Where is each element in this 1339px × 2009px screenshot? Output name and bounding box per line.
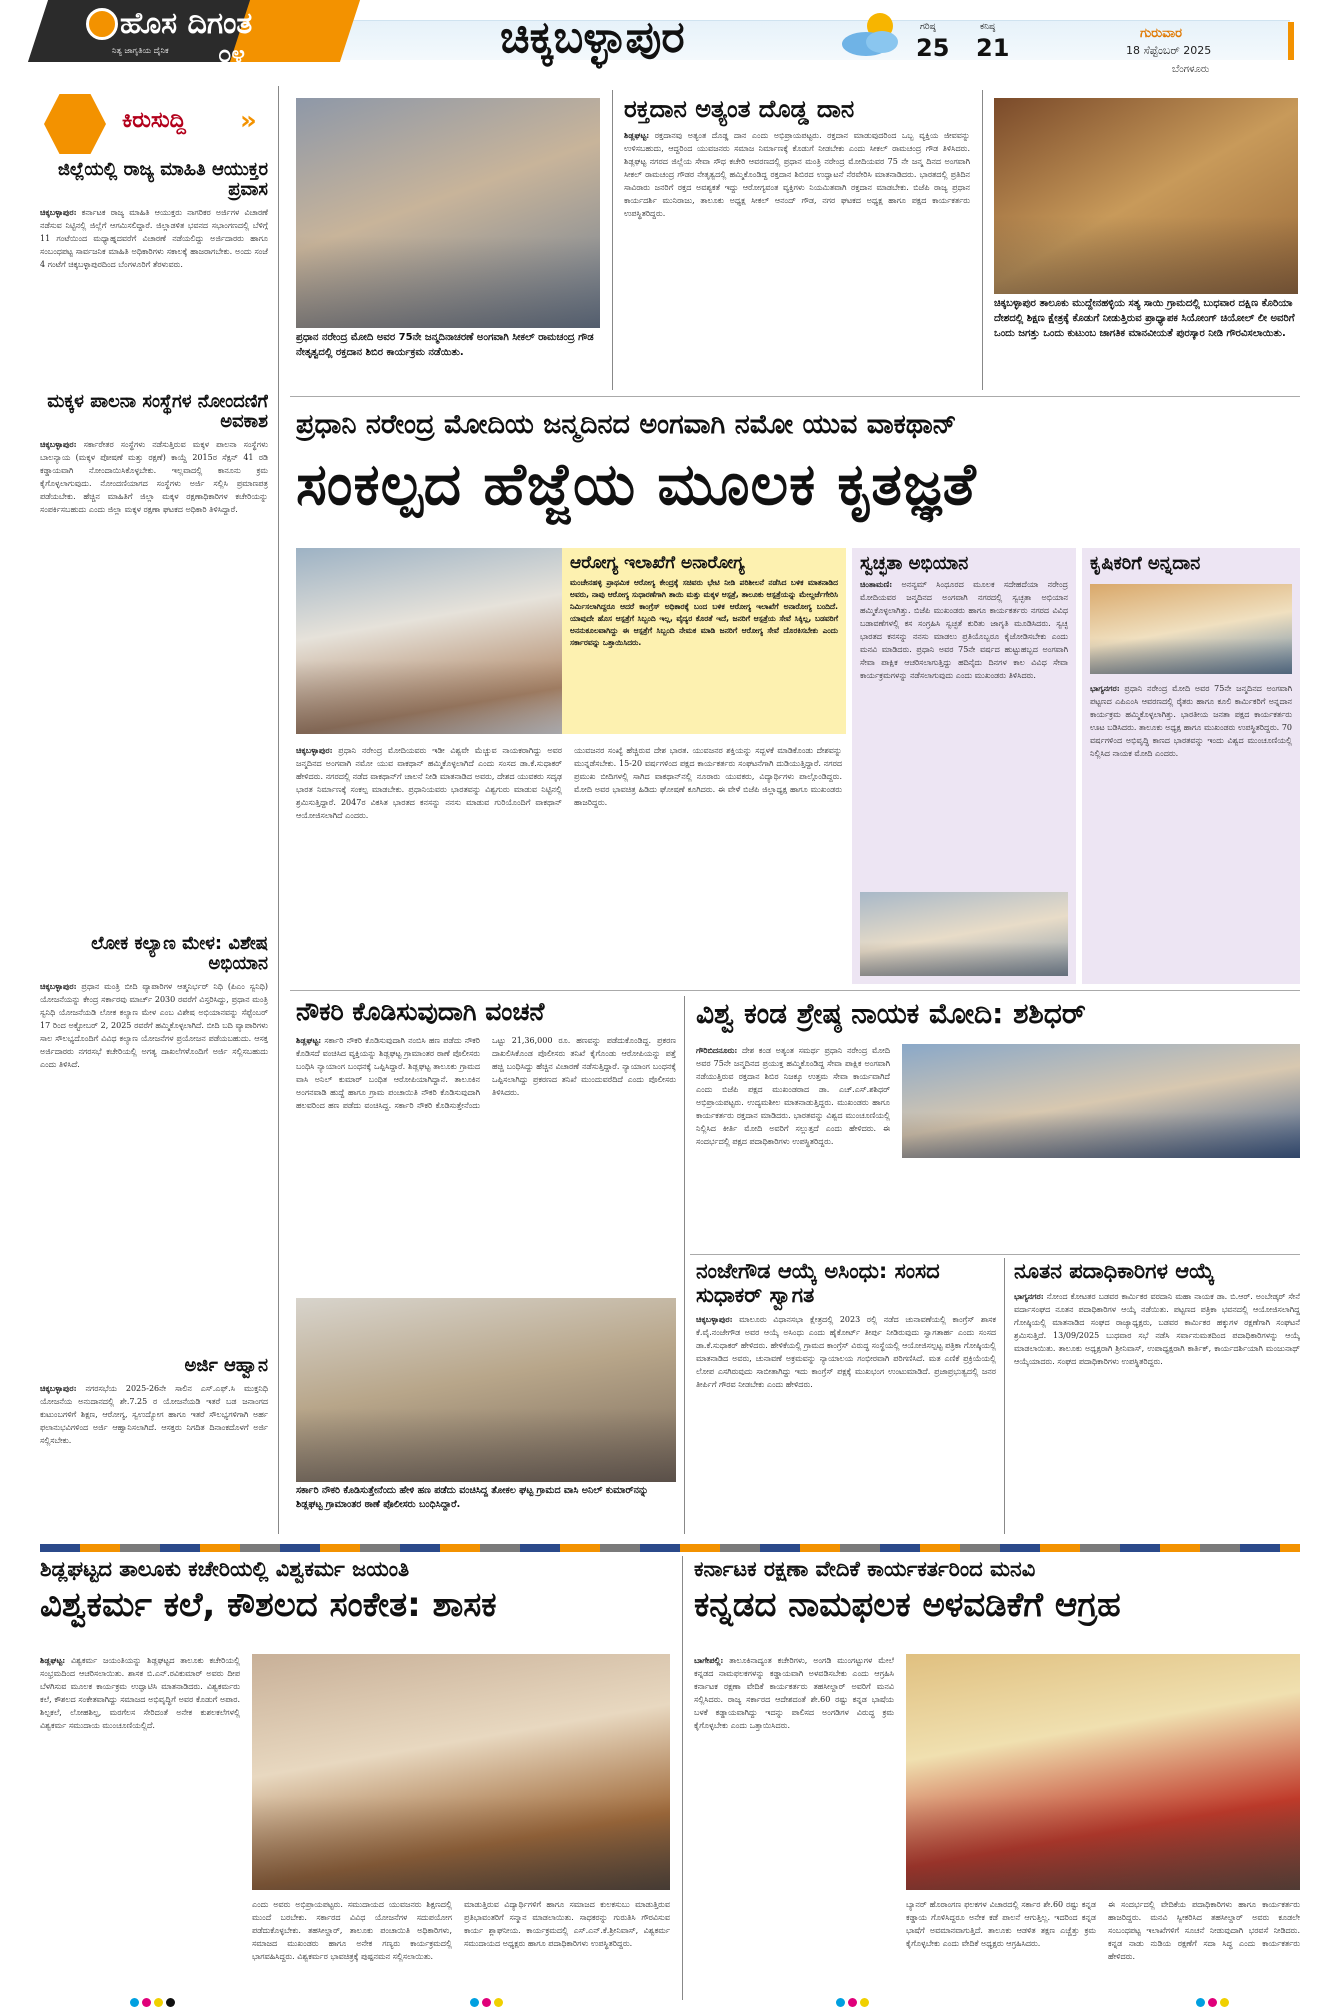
logo-title: ಹೊಸ ದಿಗಂತ xyxy=(120,6,253,41)
brief-body: ಚಿಕ್ಕಬಳ್ಳಾಪುರ: ಪ್ರಧಾನ ಮಂತ್ರಿ ಬೀದಿ ವ್ಯಾಪಾರಿಗಳ ಆತ್ಮನಿರ್ಭರ್ ನಿಧಿ (ಪಿಎಂ ಸ್ವನಿಧಿ) ಯೋಜನೆಯನ್ನು ಕೇಂದ್ರ ಸರ್ಕಾರವು ಮಾರ್ಚ್ 2030 ರವರೆಗೆ ವಿಸ್ತರಿಸಿದ್ದು, ಪ್ರಧಾನ ಮಂತ್ರಿ ಸ್ವನಿಧಿ ಯೋಜನೆಯಡಿ ಲೋಕ ಕಲ್ಯಾಣ ಮೇಳ ಎಂಬ ವಿಶೇಷ ಅಭಿಯಾನವನ್ನು ಸೆಪ್ಟೆಂಬರ್ 17 ರಿಂದ ಅಕ್ಟೋಬರ್ 2, 2025 ರವರೆಗೆ ಹಮ್ಮಿಕೊಳ್ಳಲಾಗಿದೆ. ಬೀದಿ ಬದಿ ವ್ಯಾಪಾರಿಗಳು ಸಾಲ ಸೌಲಭ್ಯದೊಂದಿಗೆ ವಿವಿಧ ಕಲ್ಯಾಣ ಯೋಜನೆಗಳ ಪ್ರಯೋಜನ ಪಡೆಯಬಹುದು. ಆಸಕ್ತ ಅರ್ಜಿದಾರರು ನಗರಸಭೆ ಕಚೇರಿಯಲ್ಲಿ ಅಗತ್ಯ ದಾಖಲೆಗಳೊಂದಿಗೆ ಅರ್ಜಿ ಸಲ್ಲಿಸಬಹುದು ಎಂದು ತಿಳಿಸಿದೆ. xyxy=(40,981,268,1070)
top-rule-1 xyxy=(612,90,613,390)
date-label: 18 ಸೆಪ್ಟೆಂಬರ್ 2025 xyxy=(1126,44,1212,57)
hand-icon xyxy=(44,94,106,154)
min-temp: 21 xyxy=(976,34,1010,62)
leader-photo xyxy=(902,1044,1300,1158)
logo-tagline: ನಿತ್ಯ ಜಾಗೃತಿಯ ದೈನಿಕ xyxy=(112,46,169,55)
vishwakarma-kicker: ಶಿಡ್ಲಘಟ್ಟದ ತಾಲೂಕು ಕಚೇರಿಯಲ್ಲಿ ವಿಶ್ವಕರ್ಮ ಜಯಂತಿ xyxy=(40,1558,410,1581)
registration-mark xyxy=(142,1998,151,2007)
registration-mark xyxy=(1208,1998,1217,2007)
max-temp-label: ಗರಿಷ್ಠ xyxy=(920,22,936,32)
kiru-suddi-label: ಕಿರುಸುದ್ದಿ xyxy=(122,108,186,133)
top-rule-2 xyxy=(982,90,983,390)
middle-rule xyxy=(684,996,685,1534)
fraud-title: ನೌಕರಿ ಕೊಡಿಸುವುದಾಗಿ ವಂಚನೆ xyxy=(296,998,545,1026)
lead-kicker: ಪ್ರಧಾನಿ ನರೇಂದ್ರ ಮೋದಿಯ ಜನ್ಮದಿನದ ಅಂಗವಾಗಿ ನಮೋ ಯುವ ವಾಕಥಾನ್ xyxy=(296,410,957,440)
vishwakarma-body-c: ಮಾಡುತ್ತಿರುವ ವಿದ್ಯಾರ್ಥಿಗಳಿಗೆ ಹಾಗೂ ಸಮಾಜದ ಕುಲಕಸುಬು ಮಾಡುತ್ತಿರುವ ಪ್ರತಿಭಾವಂತರಿಗೆ ಸನ್ಮಾನ ಮಾಡಲಾಯಿತು. ಸಾಧಕರನ್ನು ಗುರುತಿಸಿ ಗೌರವಿಸುವ ಕಾರ್ಯ ಶ್ಲಾಘನೀಯ. ಕಾರ್ಯಕ್ರಮದಲ್ಲಿ ಎಸ್.ಎನ್.ಕೆ.ಶ್ರೀನಿವಾಸ್, ವಿಶ್ವಕರ್ಮ ಸಮುದಾಯದ ಅಧ್ಯಕ್ಷರು ಹಾಗೂ ಪದಾಧಿಕಾರಿಗಳು ಉಪಸ್ಥಿತರಿದ್ದರು. xyxy=(464,1900,670,1948)
leader-body-a: ಗೌರಿಬಿದನೂರು: ದೇಶ ಕಂಡ ಅತ್ಯಂತ ಸಮರ್ಥ ಪ್ರಧಾನಿ ನರೇಂದ್ರ ಮೋದಿ ಅವರ 75ನೇ ಜನ್ಮದಿನದ ಪ್ರಯುಕ್ತ ಹಮ್ಮಿಕೊಂಡಿದ್ದ ಸೇವಾ ಪಾಕ್ಷಿಕ ಅಂಗವಾಗಿ ನಡೆಯುತ್ತಿರುವ ರಕ್ತದಾನ ಶಿಬಿರ ನಿಜಕ್ಕೂ ಉತ್ತಮ ಸೇವಾ ಕಾರ್ಯವಾಗಿದೆ ಎಂದು ಬಿಜೆಪಿ ಪಕ್ಷದ ಮುಖಂಡರಾದ ಡಾ. ಎಚ್.ಎಸ್.ಶಶಿಧರ್ ಅಭಿಪ್ರಾಯಪಟ್ಟರು. ಉದ್ಯಮಶೀಲ ಮಾತನಾಡುತ್ತಿದ್ದರು. ಮುಖಂಡರು ಹಾಗೂ ಕಾರ್ಯಕರ್ತರು ರಕ್ತದಾನ ಮಾಡಿದರು. ಭಾರತವನ್ನು ವಿಶ್ವದ ಮುಂಚೂಣಿಯಲ್ಲಿ ನಿಲ್ಲಿಸಿದ ಕೀರ್ತಿ ಮೋದಿ ಅವರಿಗೆ ಸಲ್ಲುತ್ತದೆ ಎಂದು ಹೇಳಿದರು. ಈ ಸಂದರ್ಭದಲ್ಲಿ ಪಕ್ಷದ ಪದಾಧಿಕಾರಿಗಳು ಉಪಸ್ಥಿತರಿದ್ದರು. xyxy=(696,1045,890,1146)
lead-body xyxy=(296,744,844,982)
health-box xyxy=(562,548,846,734)
lead-body-col-b: ಯುವಜನರ ಸಂಖ್ಯೆ ಹೆಚ್ಚಿರುವ ದೇಶ ಭಾರತ. ಯುವಜನರ ಶಕ್ತಿಯನ್ನು ಸದ್ಬಳಕೆ ಮಾಡಿಕೊಂಡು ದೇಶವನ್ನು ಮುನ್ನಡೆಸಬೇಕು. 15-20 ವರ್ಷಗಳಿಂದ ಪಕ್ಷದ ಕಾರ್ಯಕರ್ತರು ಸಂಘಟನೆಗಾಗಿ ದುಡಿಯುತ್ತಿದ್ದಾರೆ. ನಗರದ ಪ್ರಮುಖ ಬೀದಿಗಳಲ್ಲಿ ಸಾಗಿದ ವಾಕಥಾನ್‌ನಲ್ಲಿ ನೂರಾರು ಯುವಕರು, ವಿದ್ಯಾರ್ಥಿಗಳು ಪಾಲ್ಗೊಂಡಿದ್ದರು. ಮೋದಿ ಅವರ ಭಾವಚಿತ್ರ ಹಿಡಿದು ಘೋಷಣೆ ಕೂಗಿದರು. ಈ ವೇಳೆ ಬಿಜೆಪಿ ಜಿಲ್ಲಾಧ್ಯಕ್ಷ ಹಾಗೂ ಮುಖಂಡರು ಹಾಜರಿದ್ದರು. xyxy=(574,746,842,807)
cleanliness-body: ಚಿಂತಾಮಣಿ: ಅನನ್ಯಮ್ ಸಿಂಧೂರದ ಮೂಲಕ ಸದೇಹದೆಯಾ ನರೇಂದ್ರ ಮೋದಿಯವರ ಜನ್ಮದಿನದ ಅಂಗವಾಗಿ ನಗರದಲ್ಲಿ ಸ್ವಚ್ಛತಾ ಅಭಿಯಾನ ಹಮ್ಮಿಕೊಳ್ಳಲಾಗಿತ್ತು. ಬಿಜೆಪಿ ಮುಖಂಡರು ಹಾಗೂ ಕಾರ್ಯಕರ್ತರು ನಗರದ ವಿವಿಧ ಬಡಾವಣೆಗಳಲ್ಲಿ ಕಸ ಸಂಗ್ರಹಿಸಿ ಸ್ವಚ್ಛತೆ ಕುರಿತು ಜಾಗೃತಿ ಮೂಡಿಸಿದರು. ಸ್ವಚ್ಛ ಭಾರತದ ಕನಸನ್ನು ನನಸು ಮಾಡಲು ಪ್ರತಿಯೊಬ್ಬರೂ ಕೈಜೋಡಿಸಬೇಕು ಎಂದು ಮನವಿ ಮಾಡಿದರು. ಪ್ರಧಾನಿ ಅವರ 75ನೇ ವರ್ಷದ ಹುಟ್ಟುಹಬ್ಬದ ಅಂಗವಾಗಿ ಸೇವಾ ಪಾಕ್ಷಿಕ ಆಚರಿಸಲಾಗುತ್ತಿದ್ದು ಹದಿನೈದು ದಿನಗಳ ಕಾಲ ವಿವಿಧ ಸೇವಾ ಕಾರ್ಯಕ್ರಮಗಳನ್ನು ನಡೆಸಲಾಗುವುದು ಎಂದು ಮುಖಂಡರು ತಿಳಿಸಿದರು. xyxy=(860,579,1068,681)
brief-body: ಚಿಕ್ಕಬಳ್ಳಾಪುರ: ನಗರಸಭೆಯ 2025-26ನೇ ಸಾಲಿನ ಎಸ್.ಎಫ್.ಸಿ ಮುಕ್ತನಿಧಿ ಯೋಜನೆಯ ಅನುದಾನದಲ್ಲಿ ಶೇ.7.25 ರ ಯೋಜನೆಯಡಿ ಇತರೆ ಬಡ ಜನಾಂಗದ ಕುಟುಂಬಗಳಿಗೆ ಶಿಕ್ಷಣ, ಆರೋಗ್ಯ, ಸ್ವಉದ್ಯೋಗ ಹಾಗೂ ಇತರೆ ಸೌಲಭ್ಯಗಳಿಗಾಗಿ ಅರ್ಹ ಫಲಾನುಭವಿಗಳಿಂದ ಅರ್ಜಿ ಆಹ್ವಾನಿಸಲಾಗಿದೆ. ಆಸಕ್ತರು ನಿಗದಿತ ದಿನಾಂಕದೊಳಗೆ ಅರ್ಜಿ ಸಲ್ಲಿಸಬೇಕು. xyxy=(40,1383,268,1446)
fraud-photo xyxy=(296,1298,676,1482)
leader-story xyxy=(696,998,1300,1248)
brief-title: ಮಕ್ಕಳ ಪಾಲನಾ ಸಂಸ್ಥೆಗಳ ನೋಂದಣಿಗೆ ಅವಕಾಶ xyxy=(47,392,268,433)
health-box-body: ಮಂಚೇನಹಳ್ಳಿ ಪ್ರಾಥಮಿಕ ಆರೋಗ್ಯ ಕೇಂದ್ರಕ್ಕೆ ಸಚಿವರು ಭೇಟಿ ನೀಡಿ ಪರಿಶೀಲನೆ ನಡೆಸಿದ ಬಳಿಕ ಮಾತನಾಡಿದ ಅವರು, ನಾವು ಆರೋಗ್ಯ ಸುಧಾರಣೆಗಾಗಿ ತಾಯಿ ಮತ್ತು ಮಕ್ಕಳ ಆಸ್ಪತ್ರೆ, ತಾಲೂಕು ಆಸ್ಪತ್ರೆಯನ್ನು ಮೇಲ್ದರ್ಜೆಗೇರಿಸಿ ನಿರ್ಮಿಸಲಾಗಿದ್ದರೂ ಆದರೆ ಕಾಂಗ್ರೆಸ್ ಅಧಿಕಾರಕ್ಕೆ ಬಂದ ಬಳಿಕ ಆರೋಗ್ಯ ಇಲಾಖೆಗೆ ಅನಾರೋಗ್ಯ ಬಂದಿದೆ. ಯಾವುದೇ ಹೊಸ ಆಸ್ಪತ್ರೆಗೆ ಸಿಬ್ಬಂದಿ ಇಲ್ಲ, ವೈದ್ಯರ ಕೊರತೆ ಇದೆ, ಜನರಿಗೆ ಆಸ್ಪತ್ರೆಯ ಸೇವೆ ಸಿಕ್ಕಿಲ್ಲ, ಬಡವರಿಗೆ ಅನನುಕೂಲವಾಗಿದ್ದು ಈ ಆಸ್ಪತ್ರೆಗೆ ಸಿಬ್ಬಂದಿ ನೇಮಕ ಮಾಡಿ ಜನರಿಗೆ ಆರೋಗ್ಯ ಸೇವೆ ದೊರಕಿಸಬೇಕು ಎಂದು ಸರ್ಕಾರವನ್ನು ಒತ್ತಾಯಿಸಿದರು. xyxy=(570,578,838,648)
cleanliness-box xyxy=(852,548,1076,984)
walkathon-photo xyxy=(296,548,562,734)
kannada-story xyxy=(694,1558,1300,1998)
brief-title: ಜಿಲ್ಲೆಯಲ್ಲಿ ರಾಜ್ಯ ಮಾಹಿತಿ ಆಯುಕ್ತರ ಪ್ರವಾಸ xyxy=(57,160,268,201)
lead-bottom-rule xyxy=(290,990,1300,991)
masthead-end-mark xyxy=(1288,22,1294,60)
brief-title: ಲೋಕ ಕಲ್ಯಾಣ ಮೇಳ: ವಿಶೇಷ ಅಭಿಯಾನ xyxy=(91,934,268,975)
max-temp: 25 xyxy=(916,34,950,62)
vishwakarma-body-b: ಎಂದು ಅವರು ಅಭಿಪ್ರಾಯಪಟ್ಟರು. ಸಮುದಾಯದ ಯುವಜನರು ಶಿಕ್ಷಣದಲ್ಲಿ ಮುಂದೆ ಬರಬೇಕು. ಸರ್ಕಾರದ ವಿವಿಧ ಯೋಜನೆಗಳ ಸದುಪಯೋಗ ಪಡೆದುಕೊಳ್ಳಬೇಕು. ತಹಸೀಲ್ದಾರ್, ತಾಲೂಕು ಪಂಚಾಯಿತಿ ಅಧಿಕಾರಿಗಳು, ಸಮಾಜದ ಮುಖಂಡರು ಹಾಗೂ ಅನೇಕ ಗಣ್ಯರು ಕಾರ್ಯಕ್ರಮದಲ್ಲಿ ಭಾಗವಹಿಸಿದ್ದರು. ವಿಶ್ವಕರ್ಮರ ಭಾವಚಿತ್ರಕ್ಕೆ ಪುಷ್ಪನಮನ ಸಲ್ಲಿಸಲಾಯಿತು. xyxy=(252,1900,452,1961)
masthead xyxy=(0,0,1339,80)
kannada-title: ಕನ್ನಡದ ನಾಮಫಲಕ ಅಳವಡಿಕೆಗೆ ಆಗ್ರಹ xyxy=(694,1584,1121,1625)
registration-mark xyxy=(1196,1998,1205,2007)
kannada-body-a: ಬಾಗೇಪಲ್ಲಿ: ತಾಲೂಕಿನಾದ್ಯಂತ ಕಚೇರಿಗಳು, ಅಂಗಡಿ ಮುಂಗಟ್ಟುಗಳ ಮೇಲೆ ಕನ್ನಡದ ನಾಮಫಲಕಗಳನ್ನು ಕಡ್ಡಾಯವಾಗಿ ಅಳವಡಿಸಬೇಕು ಎಂದು ಆಗ್ರಹಿಸಿ ಕರ್ನಾಟಕ ರಕ್ಷಣಾ ವೇದಿಕೆ ಕಾರ್ಯಕರ್ತರು ತಹಸೀಲ್ದಾರ್ ಅವರಿಗೆ ಮನವಿ ಸಲ್ಲಿಸಿದರು. ರಾಜ್ಯ ಸರ್ಕಾರದ ಆದೇಶದಂತೆ ಶೇ.60 ರಷ್ಟು ಕನ್ನಡ ಭಾಷೆಯ ಬಳಕೆ ಕಡ್ಡಾಯವಾಗಿದ್ದು ಇದನ್ನು ಪಾಲಿಸದ ಅಂಗಡಿಗಳ ವಿರುದ್ಧ ಕ್ರಮ ಕೈಗೊಳ್ಳಬೇಕು ಎಂದು ಒತ್ತಾಯಿಸಿದರು. xyxy=(694,1655,894,1730)
kannada-kicker: ಕರ್ನಾಟಕ ರಕ್ಷಣಾ ವೇದಿಕೆ ಕಾರ್ಯಕರ್ತರಿಂದ ಮನವಿ xyxy=(694,1558,1036,1581)
leader-bottom-rule xyxy=(690,1254,1300,1255)
registration-mark xyxy=(860,1998,869,2007)
vishwakarma-story xyxy=(40,1558,670,1998)
leader-title: ವಿಶ್ವ ಕಂಡ ಶ್ರೇಷ್ಠ ನಾಯಕ ಮೋದಿ: ಶಶಿಧರ್ xyxy=(696,998,1086,1030)
farmers-body: ಭಾಗ್ಯನಗರ: ಪ್ರಧಾನಿ ನರೇಂದ್ರ ಮೋದಿ ಅವರ 75ನೇ ಜನ್ಮದಿನದ ಅಂಗವಾಗಿ ಪಟ್ಟಣದ ಎಪಿಎಂಸಿ ಆವರಣದಲ್ಲಿ ರೈತರು ಹಾಗೂ ಕೂಲಿ ಕಾರ್ಮಿಕರಿಗೆ ಅನ್ನದಾನ ಕಾರ್ಯಕ್ರಮ ಹಮ್ಮಿಕೊಳ್ಳಲಾಗಿತ್ತು. ಭಾರತೀಯ ಜನತಾ ಪಕ್ಷದ ಕಾರ್ಯಕರ್ತರು ಊಟ ಬಡಿಸಿದರು. ತಾಲೂಕು ಅಧ್ಯಕ್ಷ ಹಾಗೂ ಮುಖಂಡರು ಉಪಸ್ಥಿತರಿದ್ದರು. 70 ವರ್ಷಗಳಿಂದ ಅಭಿವೃದ್ಧಿ ಕಾಣದ ಭಾರತವನ್ನು ಇಂದು ವಿಶ್ವದ ಮುಂಚೂಣಿಯಲ್ಲಿ ನಿಲ್ಲಿಸಿದ ನಾಯಕ ಮೋದಿ ಎಂದರು. xyxy=(1090,683,1292,758)
registration-mark xyxy=(494,1998,503,2007)
blood-donation-title: ರಕ್ತದಾನ ಅತ್ಯಂತ ದೊಡ್ಡ ದಾನ xyxy=(624,96,855,123)
brief-body: ಚಿಕ್ಕಬಳ್ಳಾಪುರ: ಸರ್ಕಾರೇತರ ಸಂಸ್ಥೆಗಳು ನಡೆಸುತ್ತಿರುವ ಮಕ್ಕಳ ಪಾಲನಾ ಸಂಸ್ಥೆಗಳು ಬಾಲನ್ಯಾಯ (ಮಕ್ಕಳ ಪೋಷಣೆ ಮತ್ತು ರಕ್ಷಣೆ) ಕಾಯ್ದೆ 2015ರ ಸೆಕ್ಷನ್ 41 ರಡಿ ಕಡ್ಡಾಯವಾಗಿ ನೋಂದಾಯಿಸಿಕೊಳ್ಳಬೇಕು. ಇಲ್ಲವಾದಲ್ಲಿ ಕಾನೂನು ಕ್ರಮ ಕೈಗೊಳ್ಳಲಾಗುವುದು. ನೋಂದಣಿಯಾಗದ ಸಂಸ್ಥೆಗಳು ಅರ್ಜಿ ಸಲ್ಲಿಸಿ ಪ್ರಮಾಣಪತ್ರ ಪಡೆಯಬೇಕು. ಹೆಚ್ಚಿನ ಮಾಹಿತಿಗೆ ಜಿಲ್ಲಾ ಮಕ್ಕಳ ರಕ್ಷಣಾಧಿಕಾರಿಗಳ ಕಚೇರಿಯನ್ನು ಸಂಪರ್ಕಿಸಬಹುದು ಎಂದು ಜಿಲ್ಲಾ ಮಕ್ಕಳ ರಕ್ಷಣಾ ಘಟಕದ ಅಧಿಕಾರಿ ತಿಳಿಸಿದ್ದಾರೆ. xyxy=(40,439,268,515)
farmers-title: ಕೃಷಿಕರಿಗೆ ಅನ್ನದಾನ xyxy=(1090,553,1201,574)
nanjegowda-story xyxy=(696,1260,996,1534)
top-row-rule xyxy=(290,396,1300,397)
brief-body: ಚಿಕ್ಕಬಳ್ಳಾಪುರ: ಕರ್ನಾಟಕ ರಾಜ್ಯ ಮಾಹಿತಿ ಆಯುಕ್ತರು ನಾಗರಿಕರ ಅರ್ಜಿಗಳ ವಿಚಾರಣೆ ನಡೆಸುವ ನಿಟ್ಟಿನಲ್ಲಿ ಜಿಲ್ಲೆಗೆ ಆಗಮಿಸಲಿದ್ದಾರೆ. ಜಿಲ್ಲಾಡಳಿತ ಭವನದ ಸಭಾಂಗಣದಲ್ಲಿ ಬೆಳಿಗ್ಗೆ 11 ಗಂಟೆಯಿಂದ ಮಧ್ಯಾಹ್ನದವರೆಗೆ ವಿಚಾರಣೆ ನಡೆಯಲಿದ್ದು ಅರ್ಜಿದಾರರು ಹಾಗೂ ಸಂಬಂಧಪಟ್ಟ ಸಾರ್ವಜನಿಕ ಮಾಹಿತಿ ಅಧಿಕಾರಿಗಳು ಸಕಾಲಕ್ಕೆ ಹಾಜರಾಗಬೇಕು. ಅಂದು ಸಂಜೆ 4 ಗಂಟೆಗೆ ಚಿಕ್ಕಬಳ್ಳಾಪುರದಿಂದ ಬೆಂಗಳೂರಿಗೆ ತೆರಳುವರು. xyxy=(40,207,268,270)
registration-mark xyxy=(482,1998,491,2007)
sun-cloud-icon xyxy=(836,6,910,60)
vishwakarma-title: ವಿಶ್ವಕರ್ಮ ಕಲೆ, ಕೌಶಲದ ಸಂಕೇತ: ಶಾಸಕ xyxy=(40,1584,497,1625)
cleanliness-photo xyxy=(860,892,1068,976)
chevron-icon: » xyxy=(240,106,257,136)
blood-donation-body: ಶಿಡ್ಲಘಟ್ಟ: ರಕ್ತದಾನವು ಅತ್ಯಂತ ದೊಡ್ಡ ದಾನ ಎಂದು ಅಭಿಪ್ರಾಯಪಟ್ಟರು. ರಕ್ತದಾನ ಮಾಡುವುದರಿಂದ ಒಬ್ಬ ವ್ಯಕ್ತಿಯ ಜೀವವನ್ನು ಉಳಿಸಬಹುದು, ಆದ್ದರಿಂದ ಯುವಜನರು ಸಮಾಜ ನಿರ್ಮಾಣಕ್ಕೆ ಕೊಡುಗೆ ನೀಡಬೇಕು ಎಂದು ಸೀಕಲ್ ರಾಮಚಂದ್ರ ಗೌಡ ತಿಳಿಸಿದರು. ಶಿಡ್ಲಘಟ್ಟ ನಗರದ ಜಿಲ್ಲೆಯ ಸೇವಾ ಸೌಧ ಕಚೇರಿ ಆವರಣದಲ್ಲಿ ಪ್ರಧಾನ ಮಂತ್ರಿ ನರೇಂದ್ರ ಮೋದಿಯವರ 75 ನೇ ಜನ್ಮ ದಿನದ ಅಂಗವಾಗಿ ಸೀಕಲ್ ರಾಮಚಂದ್ರ ಗೌಡರ ನೇತೃತ್ವದಲ್ಲಿ ಹಮ್ಮಿಕೊಂಡಿದ್ದ ರಕ್ತದಾನ ಶಿಬಿರದ ಉದ್ಘಾಟನೆ ನೆರವೇರಿಸಿ ಮಾತನಾಡಿದರು. ಭಾರತದಲ್ಲಿ ಪ್ರತಿದಿನ ಸಾವಿರಾರು ಜನರಿಗೆ ರಕ್ತದ ಅವಶ್ಯಕತೆ ಇದ್ದು ಆರೋಗ್ಯವಂತ ವ್ಯಕ್ತಿಗಳು ನಿಯಮಿತವಾಗಿ ರಕ್ತದಾನ ಮಾಡಬೇಕು. ಬಿಜೆಪಿ ರಾಜ್ಯ ಪ್ರಧಾನ ಕಾರ್ಯದರ್ಶಿ ಮುನಿರಾಜು, ತಾಲೂಕು ಅಧ್ಯಕ್ಷ ಸೀಕಲ್ ಆನಂದ್ ಗೌಡ, ನಗರ ಘಟಕದ ಅಧ್ಯಕ್ಷ ಹಾಗೂ ಪಕ್ಷದ ಕಾರ್ಯಕರ್ತರು ಉಪಸ್ಥಿತರಿದ್ದರು. xyxy=(624,129,970,218)
award-photo xyxy=(994,98,1298,294)
health-box-title: ಆರೋಗ್ಯ ಇಲಾಖೆಗೆ ಅನಾರೋಗ್ಯ xyxy=(570,553,745,573)
registration-mark xyxy=(1220,1998,1229,2007)
lead-title: ಸಂಕಲ್ಪದ ಹೆಜ್ಜೆಯ ಮೂಲಕ ಕೃತಜ್ಞತೆ xyxy=(296,452,977,518)
farmers-box xyxy=(1082,548,1300,984)
lead-body-col-a: ಚಿಕ್ಕಬಳ್ಳಾಪುರ: ಪ್ರಧಾನಿ ನರೇಂದ್ರ ಮೋದಿಯವರು ಇಡೀ ವಿಶ್ವವೇ ಮೆಚ್ಚುವ ನಾಯಕರಾಗಿದ್ದು ಅವರ ಜನ್ಮದಿನದ ಅಂಗವಾಗಿ ನಮೋ ಯುವ ವಾಕಥಾನ್ ಹಮ್ಮಿಕೊಳ್ಳಲಾಗಿದೆ ಎಂದು ಸಂಸದ ಡಾ.ಕೆ.ಸುಧಾಕರ್ ಹೇಳಿದರು. ನಗರದಲ್ಲಿ ನಡೆದ ವಾಕಥಾನ್‌ಗೆ ಚಾಲನೆ ನೀಡಿ ಮಾತನಾಡಿದ ಅವರು, ದೇಶದ ಯುವಕರು ಸದೃಢ ಭಾರತ ನಿರ್ಮಾಣಕ್ಕೆ ಸಂಕಲ್ಪ ಮಾಡಬೇಕು. ಪ್ರಧಾನಿಯವರು ಭಾರತವನ್ನು ವಿಶ್ವಗುರು ಮಾಡುವ ನಿಟ್ಟಿನಲ್ಲಿ ಶ್ರಮಿಸುತ್ತಿದ್ದಾರೆ. 2047ರ ವಿಕಸಿತ ಭಾರತದ ಕನಸನ್ನು ನನಸು ಮಾಡುವ ಗುರಿಯೊಂದಿಗೆ ವಾಕಥಾನ್ ಆಯೋಜಿಸಲಾಗಿದೆ ಎಂದರು. xyxy=(296,745,562,820)
place-label: ಬೆಂಗಳೂರು xyxy=(1172,64,1210,75)
left-column-rule xyxy=(278,86,279,1534)
fraud-caption: ಸರ್ಕಾರಿ ನೌಕರಿ ಕೊಡಿಸುತ್ತೇನೆಂದು ಹೇಳಿ ಹಣ ಪಡೆದು ವಂಚಿಸಿದ್ದ ತೋಕಲ ಘಟ್ಟ ಗ್ರಾಮದ ವಾಸಿ ಅನಿಲ್ ಕುಮಾರ್‌ನನ್ನು ಶಿಡ್ಲಘಟ್ಟ ಗ್ರಾಮಾಂತರ ಠಾಣೆ ಪೊಲೀಸರು ಬಂಧಿಸಿದ್ದಾರೆ. xyxy=(296,1485,649,1510)
registration-mark xyxy=(154,1998,163,2007)
fraud-story xyxy=(296,998,676,1534)
day-label: ಗುರುವಾರ xyxy=(1140,26,1182,41)
vishwakarma-body-a: ಶಿಡ್ಲಘಟ್ಟ: ವಿಶ್ವಕರ್ಮ ಜಯಂತಿಯನ್ನು ಶಿಡ್ಲಘಟ್ಟದ ತಾಲೂಕು ಕಚೇರಿಯಲ್ಲಿ ಸಂಭ್ರಮದಿಂದ ಆಚರಿಸಲಾಯಿತು. ಶಾಸಕ ಬಿ.ಎನ್.ರವಿಕುಮಾರ್ ಅವರು ದೀಪ ಬೆಳಗಿಸುವ ಮೂಲಕ ಕಾರ್ಯಕ್ರಮ ಉದ್ಘಾಟಿಸಿ ಮಾತನಾಡಿದರು. ವಿಶ್ವಕರ್ಮರು ಕಲೆ, ಕೌಶಲದ ಸಂಕೇತವಾಗಿದ್ದು ಸಮಾಜದ ಅಭಿವೃದ್ಧಿಗೆ ಅವರ ಕೊಡುಗೆ ಅಪಾರ. ಶಿಲ್ಪಕಲೆ, ಲೋಹಶಿಲ್ಪ, ಮರಗೆಲಸ ಸೇರಿದಂತೆ ಅನೇಕ ಕುಶಲಕಲೆಗಳಲ್ಲಿ ವಿಶ್ವಕರ್ಮ ಸಮುದಾಯ ಮುಂಚೂಣಿಯಲ್ಲಿದೆ. xyxy=(40,1655,240,1730)
nanjegowda-rule xyxy=(1004,1258,1005,1534)
cleanliness-title: ಸ್ವಚ್ಛತಾ ಅಭಿಯಾನ xyxy=(860,553,969,574)
brief-title: ಅರ್ಜಿ ಆಹ್ವಾನ xyxy=(184,1356,268,1376)
registration-mark xyxy=(166,1998,175,2007)
kannada-photo xyxy=(906,1654,1300,1890)
kiru-suddi-badge xyxy=(40,94,270,154)
kannada-body-b: ಬ್ಯಾನರ್ ಹೊರಾಂಗಣ ಫಲಕಗಳ ವಿಚಾರದಲ್ಲಿ ಸರ್ಕಾರ ಶೇ.60 ರಷ್ಟು ಕನ್ನಡ ಕಡ್ಡಾಯ ಗೊಳಿಸಿದ್ದರೂ ಅನೇಕ ಕಡೆ ಪಾಲನೆ ಆಗುತ್ತಿಲ್ಲ. ಇದರಿಂದ ಕನ್ನಡ ಭಾಷೆಗೆ ಅವಮಾನವಾಗುತ್ತಿದೆ. ತಾಲೂಕು ಆಡಳಿತ ತಕ್ಷಣ ಎಚ್ಚೆತ್ತು ಕ್ರಮ ಕೈಗೊಳ್ಳಬೇಕು ಎಂದು ವೇದಿಕೆ ಅಧ್ಯಕ್ಷರು ಆಗ್ರಹಿಸಿದರು. xyxy=(906,1900,1096,1948)
office-bearers-body: ಭಾಗ್ಯನಗರ: ನೋಂದ ಕೋಟತರ ಬಡವರ ಕಾರ್ಮಿಕರ ವರದಾನಿ ಮಹಾ ನಾಯಕ ಡಾ. ಬಿ.ಆರ್. ಅಂಬೇಡ್ಕರ್ ಸೇನೆ ವರ್ದಾಸಂಘದ ನೂತನ ಪದಾಧಿಕಾರಿಗಳ ಆಯ್ಕೆ ನಡೆಯಿತು. ಪಟ್ಟಣದ ಪತ್ರಿಕಾ ಭವನದಲ್ಲಿ ಆಯೋಜಿಸಲಾಗಿದ್ದ ಗೋಷ್ಠಿಯಲ್ಲಿ ಮಾತನಾಡಿದ ಸಂಘದ ರಾಜ್ಯಾಧ್ಯಕ್ಷರು, ಬಡವರ ಕಾರ್ಮಿಕರ ಹಕ್ಕುಗಳ ರಕ್ಷಣೆಗಾಗಿ ಸಂಘಟನೆ ಶ್ರಮಿಸುತ್ತಿದೆ. 13/09/2025 ಬುಧವಾರ ಸಭೆ ನಡೆಸಿ ಸರ್ವಾನುಮತದಿಂದ ಪದಾಧಿಕಾರಿಗಳನ್ನು ಆಯ್ಕೆ ಮಾಡಲಾಯಿತು. ತಾಲೂಕು ಅಧ್ಯಕ್ಷರಾಗಿ ಶ್ರೀನಿವಾಸ್, ಉಪಾಧ್ಯಕ್ಷರಾಗಿ ಕಾರ್ತಿಕ್, ಕಾರ್ಯದರ್ಶಿಯಾಗಿ ಮಂಜುನಾಥ್ ಆಯ್ಕೆಯಾದರು. ಸಂಘದ ಪದಾಧಿಕಾರಿಗಳು ಉಪಸ್ಥಿತರಿದ್ದರು. xyxy=(1014,1290,1300,1366)
brief-item xyxy=(40,1356,268,1532)
office-bearers-title: ನೂತನ ಪದಾಧಿಕಾರಿಗಳ ಆಯ್ಕೆ xyxy=(1014,1260,1215,1283)
brief-item xyxy=(40,160,268,386)
edition-title: ಚಿಕ್ಕಬಳ್ಳಾಪುರ xyxy=(500,12,685,63)
brief-item xyxy=(40,392,268,928)
logo-emblem-icon xyxy=(86,8,118,40)
vishwakarma-photo xyxy=(252,1654,670,1890)
registration-mark xyxy=(470,1998,479,2007)
farmers-photo xyxy=(1090,584,1292,674)
nanjegowda-title: ನಂಜೇಗೌಡ ಆಯ್ಕೆ ಅಸಿಂಧು: ಸಂಸದ ಸುಧಾಕರ್ ಸ್ವಾಗತ xyxy=(696,1260,940,1307)
registration-mark xyxy=(836,1998,845,2007)
nanjegowda-body: ಚಿಕ್ಕಬಳ್ಳಾಪುರ: ಮಾಲೂರು ವಿಧಾನಸಭಾ ಕ್ಷೇತ್ರದಲ್ಲಿ 2023 ರಲ್ಲಿ ನಡೆದ ಚುನಾವಣೆಯಲ್ಲಿ ಕಾಂಗ್ರೆಸ್ ಶಾಸಕ ಕೆ.ವೈ.ನಂಜೇಗೌಡ ಅವರ ಆಯ್ಕೆ ಅಸಿಂಧು ಎಂದು ಹೈಕೋರ್ಟ್ ತೀರ್ಪು ನೀಡಿರುವುದು ಸ್ವಾಗತಾರ್ಹ ಎಂದು ಸಂಸದ ಡಾ.ಕೆ.ಸುಧಾಕರ್ ಹೇಳಿದರು. ಹೇಳಿಕೆಯಲ್ಲಿ ಗ್ರಾಮದ ಕಾಂಗ್ರೆಸ್ ವಿರುದ್ಧ ಸಂಸ್ಥೆಯಲ್ಲಿ ಆಯೋಜಿಸಲ್ಪಟ್ಟ ಪತ್ರಿಕಾ ಗೋಷ್ಠಿಯಲ್ಲಿ ಮಾತನಾಡಿದ ಅವರು, ಚುನಾವಣೆ ಅಕ್ರಮವನ್ನು ನ್ಯಾಯಾಲಯ ಗಂಭೀರವಾಗಿ ಪರಿಗಣಿಸಿದೆ. ಮತ ಎಣಿಕೆ ಪ್ರಕ್ರಿಯೆಯಲ್ಲಿ ಲೋಪ ಎಸಗಿರುವುದು ಸಾಬೀತಾಗಿದ್ದು ಇದು ಕಾಂಗ್ರೆಸ್ ಪಕ್ಷಕ್ಕೆ ಮುಖಭಂಗ ಉಂಟುಮಾಡಿದೆ. ಪ್ರಜಾಪ್ರಭುತ್ವದಲ್ಲಿ ಜನರ ತೀರ್ಪಿಗೆ ಗೌರವ ನೀಡಬೇಕು ಎಂದು ಹೇಳಿದರು. xyxy=(696,1314,996,1390)
registration-mark xyxy=(130,1998,139,2007)
office-bearers-story xyxy=(1014,1260,1300,1534)
award-photo-caption: ಚಿಕ್ಕಬಳ್ಳಾಪುರ ತಾಲೂಕು ಮುದ್ದೇನಹಳ್ಳಿಯ ಸತ್ಯ ಸಾಯಿ ಗ್ರಾಮದಲ್ಲಿ ಬುಧವಾರ ದಕ್ಷಿಣ ಕೊರಿಯಾ ದೇಶದಲ್ಲಿ ಶಿಕ್ಷಣ ಕ್ಷೇತ್ರಕ್ಕೆ ಕೊಡುಗೆ ನೀಡುತ್ತಿರುವ ಪ್ರಾಧ್ಯಾಪಕ ಸಿಯೋಂಗ್ ಚಿಯೋಲ್ ಲೀ ಅವರಿಗೆ ಒಂದು ಜಗತ್ತು ಒಂದು ಕುಟುಂಬ ಜಾಗತಿಕ ಮಾನವೀಯತೆ ಪುರಸ್ಕಾರ ನೀಡಿ ಗೌರವಿಸಲಾಯಿತು. xyxy=(994,298,1295,339)
blood-donation-photo-caption: ಪ್ರಧಾನ ನರೇಂದ್ರ ಮೋದಿ ಅವರ 75ನೇ ಜನ್ಮದಿನಾಚರಣೆ ಅಂಗವಾಗಿ ಸೀಕಲ್ ರಾಮಚಂದ್ರ ಗೌಡ ನೇತೃತ್ವದಲ್ಲಿ ರಕ್ತದಾನ ಶಿಬಿರ ಕಾರ್ಯಕ್ರಮ ನಡೆಯಿತು. xyxy=(296,332,594,358)
kannada-body-c: ಈ ಸಂದರ್ಭದಲ್ಲಿ ವೇದಿಕೆಯ ಪದಾಧಿಕಾರಿಗಳು ಹಾಗೂ ಕಾರ್ಯಕರ್ತರು ಹಾಜರಿದ್ದರು. ಮನವಿ ಸ್ವೀಕರಿಸಿದ ತಹಸೀಲ್ದಾರ್ ಅವರು ಕೂಡಲೇ ಸಂಬಂಧಪಟ್ಟ ಇಲಾಖೆಗಳಿಗೆ ಸೂಚನೆ ನೀಡುವುದಾಗಿ ಭರವಸೆ ನೀಡಿದರು. ಕನ್ನಡ ನಾಡು ನುಡಿಯ ರಕ್ಷಣೆಗೆ ಸದಾ ಸಿದ್ಧ ಎಂದು ಕಾರ್ಯಕರ್ತರು ಹೇಳಿದರು. xyxy=(1108,1900,1300,1961)
registration-mark xyxy=(848,1998,857,2007)
fraud-body: ಶಿಡ್ಲಘಟ್ಟ: ಸರ್ಕಾರಿ ನೌಕರಿ ಕೊಡಿಸುವುದಾಗಿ ನಂಬಿಸಿ ಹಣ ಪಡೆದು ನೌಕರಿ ಕೊಡಿಸದೆ ವಂಚಿಸಿದ ವ್ಯಕ್ತಿಯನ್ನು ಶಿಡ್ಲಘಟ್ಟ ಗ್ರಾಮಾಂತರ ಠಾಣೆ ಪೊಲೀಸರು ಬಂಧಿಸಿ ನ್ಯಾಯಾಂಗ ಬಂಧನಕ್ಕೆ ಒಪ್ಪಿಸಿದ್ದಾರೆ. ಶಿಡ್ಲಘಟ್ಟ ತಾಲೂಕು ಗ್ರಾಮದ ವಾಸಿ ಅನಿಲ್ ಕುಮಾರ್ ಬಂಧಿತ ಆರೋಪಿಯಾಗಿದ್ದಾನೆ. ತಾಲೂಕಿನ ಅಂಗನವಾಡಿ ಹುದ್ದೆ ಹಾಗೂ ಗ್ರಾಮ ಪಂಚಾಯಿತಿ ನೌಕರಿ ಕೊಡಿಸುವುದಾಗಿ ಹಲವರಿಂದ ಹಣ ಪಡೆದು ವಂಚಿಸಿದ್ದ. ಸರ್ಕಾರಿ ನೌಕರಿ ಕೊಡಿಸುತ್ತೇನೆಂದು ಒಟ್ಟು 21,36,000 ರೂ. ಹಣವನ್ನು ಪಡೆದುಕೊಂಡಿದ್ದ. ಪ್ರಕರಣ ದಾಖಲಿಸಿಕೊಂಡ ಪೊಲೀಸರು ತನಿಖೆ ಕೈಗೊಂಡು ಆರೋಪಿಯನ್ನು ಪತ್ತೆ ಹಚ್ಚಿ ಬಂಧಿಸಿದ್ದು ಹೆಚ್ಚಿನ ವಿಚಾರಣೆ ನಡೆಸುತ್ತಿದ್ದಾರೆ. ನ್ಯಾಯಾಂಗ ಬಂಧನಕ್ಕೆ ಒಪ್ಪಿಸಲಾಗಿದ್ದು ಪ್ರಕರಣದ ತನಿಖೆ ಮುಂದುವರೆದಿದೆ ಎಂದು ಪೊಲೀಸರು ತಿಳಿಸಿದರು. xyxy=(296,1035,676,1110)
brief-item xyxy=(40,934,268,1350)
blood-donation-story xyxy=(624,96,970,390)
bottom-divider xyxy=(40,1544,1300,1552)
min-temp-label: ಕನಿಷ್ಠ xyxy=(980,22,996,32)
bottom-middle-rule xyxy=(682,1556,683,2000)
blood-donation-photo xyxy=(296,98,600,328)
page-number: ೦೪ xyxy=(218,40,245,68)
